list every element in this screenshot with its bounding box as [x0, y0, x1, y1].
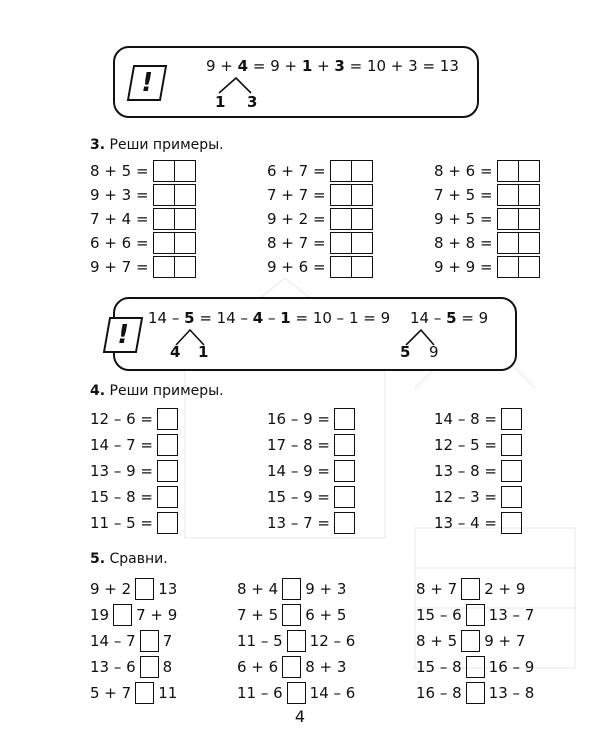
compare-left: 16 – 8	[416, 684, 462, 702]
example-expression: 9 + 2 =	[267, 210, 326, 228]
compare-left: 15 – 6	[416, 606, 462, 624]
example-expression: 13 – 4 =	[434, 514, 498, 532]
example-expression: 14 – 8 =	[434, 410, 498, 428]
compare-left: 7 + 5	[237, 606, 279, 624]
answer-cells[interactable]	[153, 184, 196, 206]
answer-cells[interactable]	[330, 208, 373, 230]
answer-cell[interactable]	[501, 434, 522, 456]
compare-right: 14 – 6	[309, 684, 356, 702]
section-5-title: 5. Сравни.	[90, 551, 168, 567]
compare-right: 8 + 3	[305, 658, 347, 676]
compare-sign-box[interactable]	[287, 682, 306, 704]
example-expression: 12 – 3 =	[434, 488, 498, 506]
section-4-title: 4. Реши примеры.	[90, 383, 224, 399]
example-expression: 13 – 9 =	[90, 462, 154, 480]
answer-cells[interactable]	[153, 232, 196, 254]
example-expression: 14 – 9 =	[267, 462, 331, 480]
answer-cells[interactable]	[153, 208, 196, 230]
example-expression: 9 + 7 =	[90, 258, 149, 276]
compare-left: 8 + 7	[416, 580, 458, 598]
exclamation-icon: !	[127, 65, 167, 101]
compare-sign-box[interactable]	[140, 656, 159, 678]
compare-right: 12 – 6	[309, 632, 356, 650]
compare-right: 13	[158, 580, 178, 598]
answer-cells[interactable]	[330, 160, 373, 182]
answer-cell[interactable]	[334, 486, 355, 508]
compare-sign-box[interactable]	[466, 656, 485, 678]
example-expression: 7 + 4 =	[90, 210, 149, 228]
compare-left: 11 – 5	[237, 632, 283, 650]
answer-cell[interactable]	[157, 486, 178, 508]
answer-cells[interactable]	[497, 184, 540, 206]
split-part-2: 3	[247, 93, 258, 111]
example-expression: 14 – 7 =	[90, 436, 154, 454]
compare-right: 7	[162, 632, 173, 650]
example-expression: 15 – 9 =	[267, 488, 331, 506]
compare-right: 13 – 8	[488, 684, 535, 702]
compare-sign-box[interactable]	[135, 682, 154, 704]
answer-cell[interactable]	[501, 460, 522, 482]
compare-right: 8	[162, 658, 173, 676]
example-expression: 9 + 5 =	[434, 210, 493, 228]
example-expression: 8 + 6 =	[434, 162, 493, 180]
answer-cell[interactable]	[157, 460, 178, 482]
compare-sign-box[interactable]	[461, 578, 480, 600]
compare-left: 19	[90, 606, 110, 624]
compare-right: 9 + 7	[484, 632, 526, 650]
example-expression: 13 – 7 =	[267, 514, 331, 532]
answer-cell[interactable]	[334, 408, 355, 430]
answer-cell[interactable]	[334, 512, 355, 534]
compare-right: 13 – 7	[488, 606, 535, 624]
compare-left: 8 + 4	[237, 580, 279, 598]
example-expression: 9 + 9 =	[434, 258, 493, 276]
example-expression: 9 + 3 =	[90, 186, 149, 204]
split-part-1: 4	[170, 343, 181, 361]
example-expression: 8 + 7 =	[267, 234, 326, 252]
answer-cell[interactable]	[334, 434, 355, 456]
compare-left: 8 + 5	[416, 632, 458, 650]
example-expression: 11 – 5 =	[90, 514, 154, 532]
answer-cells[interactable]	[497, 160, 540, 182]
split-part-1: 5	[400, 343, 411, 361]
answer-cells[interactable]	[330, 184, 373, 206]
compare-left: 5 + 7	[90, 684, 132, 702]
tip-subtraction-equation-b: 14 – 5 = 9	[410, 309, 489, 327]
split-part-1: 1	[215, 93, 226, 111]
compare-right: 2 + 9	[484, 580, 526, 598]
compare-right: 11	[158, 684, 178, 702]
decomposition-branch	[215, 76, 255, 94]
compare-sign-box[interactable]	[287, 630, 306, 652]
compare-sign-box[interactable]	[466, 604, 485, 626]
answer-cell[interactable]	[157, 408, 178, 430]
example-expression: 15 – 8 =	[90, 488, 154, 506]
answer-cells[interactable]	[153, 160, 196, 182]
answer-cells[interactable]	[497, 256, 540, 278]
answer-cell[interactable]	[157, 512, 178, 534]
example-expression: 12 – 5 =	[434, 436, 498, 454]
compare-right: 7 + 9	[136, 606, 178, 624]
compare-left: 6 + 6	[237, 658, 279, 676]
compare-left: 15 – 8	[416, 658, 462, 676]
example-expression: 8 + 8 =	[434, 234, 493, 252]
example-expression: 16 – 9 =	[267, 410, 331, 428]
compare-sign-box[interactable]	[282, 604, 301, 626]
compare-left: 11 – 6	[237, 684, 283, 702]
compare-sign-box[interactable]	[282, 656, 301, 678]
answer-cells[interactable]	[330, 232, 373, 254]
compare-sign-box[interactable]	[466, 682, 485, 704]
compare-right: 6 + 5	[305, 606, 347, 624]
answer-cells[interactable]	[497, 232, 540, 254]
page-number: 4	[294, 707, 306, 726]
exclamation-icon: !	[103, 317, 143, 353]
tip-addition-equation: 9 + 4 = 9 + 1 + 3 = 10 + 3 = 13	[206, 57, 459, 75]
example-expression: 6 + 6 =	[90, 234, 149, 252]
compare-left: 9 + 2	[90, 580, 132, 598]
section-3-title: 3. Реши примеры.	[90, 137, 224, 153]
example-expression: 17 – 8 =	[267, 436, 331, 454]
answer-cell[interactable]	[501, 408, 522, 430]
compare-sign-box[interactable]	[135, 578, 154, 600]
example-expression: 7 + 7 =	[267, 186, 326, 204]
compare-sign-box[interactable]	[461, 630, 480, 652]
example-expression: 6 + 7 =	[267, 162, 326, 180]
tip-subtraction-equation-a: 14 – 5 = 14 – 4 – 1 = 10 – 1 = 9	[148, 309, 391, 327]
answer-cell[interactable]	[501, 486, 522, 508]
answer-cells[interactable]	[497, 208, 540, 230]
answer-cells[interactable]	[330, 256, 373, 278]
compare-left: 13 – 6	[90, 658, 136, 676]
answer-cell[interactable]	[157, 434, 178, 456]
answer-cells[interactable]	[153, 256, 196, 278]
answer-cell[interactable]	[334, 460, 355, 482]
example-expression: 13 – 8 =	[434, 462, 498, 480]
compare-right: 16 – 9	[488, 658, 535, 676]
compare-sign-box[interactable]	[282, 578, 301, 600]
example-expression: 7 + 5 =	[434, 186, 493, 204]
compare-sign-box[interactable]	[113, 604, 132, 626]
compare-right: 9 + 3	[305, 580, 347, 598]
example-expression: 8 + 5 =	[90, 162, 149, 180]
example-expression: 12 – 6 =	[90, 410, 154, 428]
compare-left: 14 – 7	[90, 632, 136, 650]
split-part-2: 1	[198, 343, 209, 361]
answer-cell[interactable]	[501, 512, 522, 534]
example-expression: 9 + 6 =	[267, 258, 326, 276]
compare-sign-box[interactable]	[140, 630, 159, 652]
split-part-2: 9	[429, 343, 439, 361]
